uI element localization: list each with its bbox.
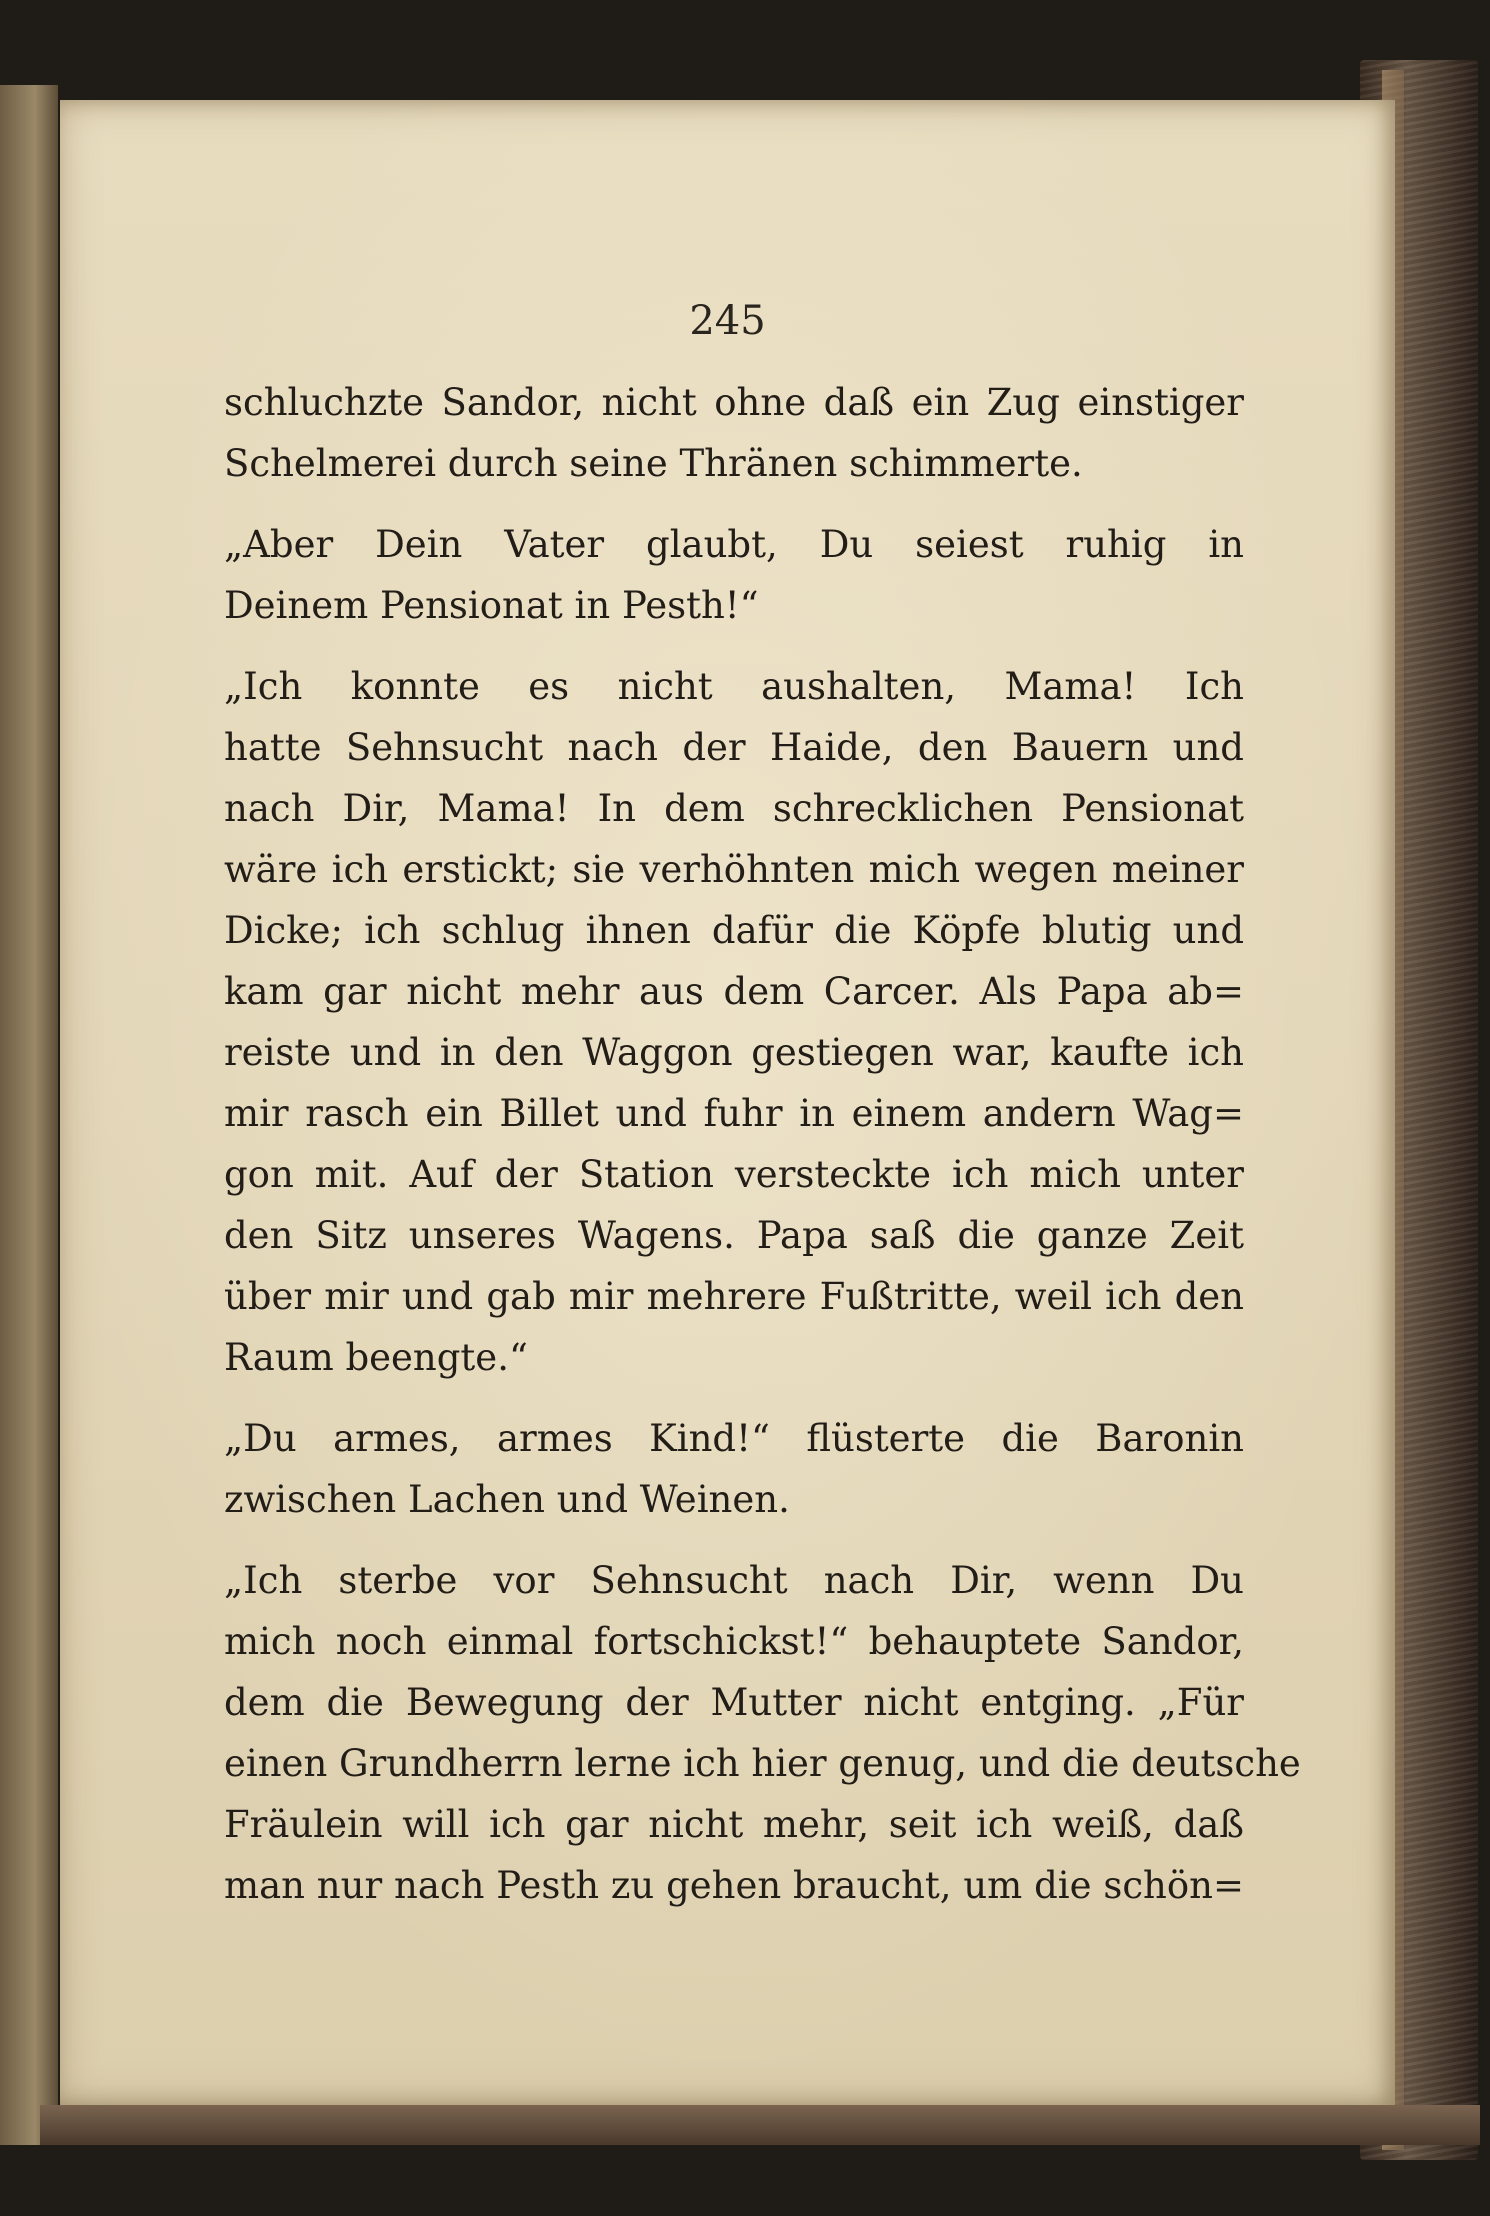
text-line: über mir und gab mir mehrere Fußtritte, weil ich den <box>224 1275 1244 1318</box>
text-line: man nur nach Pesth zu gehen braucht, um die schön= <box>224 1864 1244 1907</box>
text-line: „Du armes, armes Kind!“ flüsterte die Baronin <box>224 1417 1244 1460</box>
text-line: kam gar nicht mehr aus dem Carcer. Als Papa ab= <box>224 970 1244 1013</box>
text-line: den Sitz unseres Wagens. Papa saß die ganze Zeit <box>224 1214 1244 1257</box>
book-page <box>60 100 1395 2105</box>
text-line: Deinem Pensionat in Pesth!“ <box>224 584 759 627</box>
body-text <box>224 372 1301 1916</box>
paragraph <box>224 1408 1244 1530</box>
text-line: hatte Sehnsucht nach der Haide, den Bauern und <box>224 726 1244 769</box>
text-line: „Aber Dein Vater glaubt, Du seiest ruhig in <box>224 523 1244 566</box>
text-line: nach Dir, Mama! In dem schrecklichen Pensionat <box>224 787 1244 830</box>
text-line: schluchzte Sandor, nicht ohne daß ein Zug einstiger <box>224 381 1244 424</box>
paragraph <box>224 656 1244 1388</box>
text-line: mir rasch ein Billet und fuhr in einem andern Wag= <box>224 1092 1244 1135</box>
text-line: wäre ich erstickt; sie verhöhnten mich wegen meiner <box>224 848 1244 891</box>
paragraph <box>224 372 1244 494</box>
paragraph <box>224 514 1244 636</box>
text-line: gon mit. Auf der Station versteckte ich mich unter <box>224 1153 1244 1196</box>
text-line: „Ich konnte es nicht aushalten, Mama! Ich <box>224 665 1244 708</box>
text-line: mich noch einmal fortschickst!“ behauptete Sandor, <box>224 1620 1244 1663</box>
text-line: zwischen Lachen und Weinen. <box>224 1478 790 1521</box>
text-line: dem die Bewegung der Mutter nicht entging. „Für <box>224 1681 1244 1724</box>
page-number: 245 <box>689 298 766 344</box>
text-line: Fräulein will ich gar nicht mehr, seit ich weiß, daß <box>224 1803 1244 1846</box>
text-line: Schelmerei durch seine Thränen schimmerte. <box>224 442 1083 485</box>
paragraph <box>224 1550 1301 1916</box>
text-line: einen Grundherrn lerne ich hier genug, und die deutsche <box>224 1742 1301 1785</box>
text-line: Dicke; ich schlug ihnen dafür die Köpfe blutig und <box>224 909 1244 952</box>
text-line: reiste und in den Waggon gestiegen war, kaufte ich <box>224 1031 1244 1074</box>
text-line: „Ich sterbe vor Sehnsucht nach Dir, wenn Du <box>224 1559 1244 1602</box>
book-cover-bottom <box>40 2105 1480 2145</box>
previous-page-edge <box>0 85 58 2145</box>
text-line: Raum beengte.“ <box>224 1336 528 1379</box>
